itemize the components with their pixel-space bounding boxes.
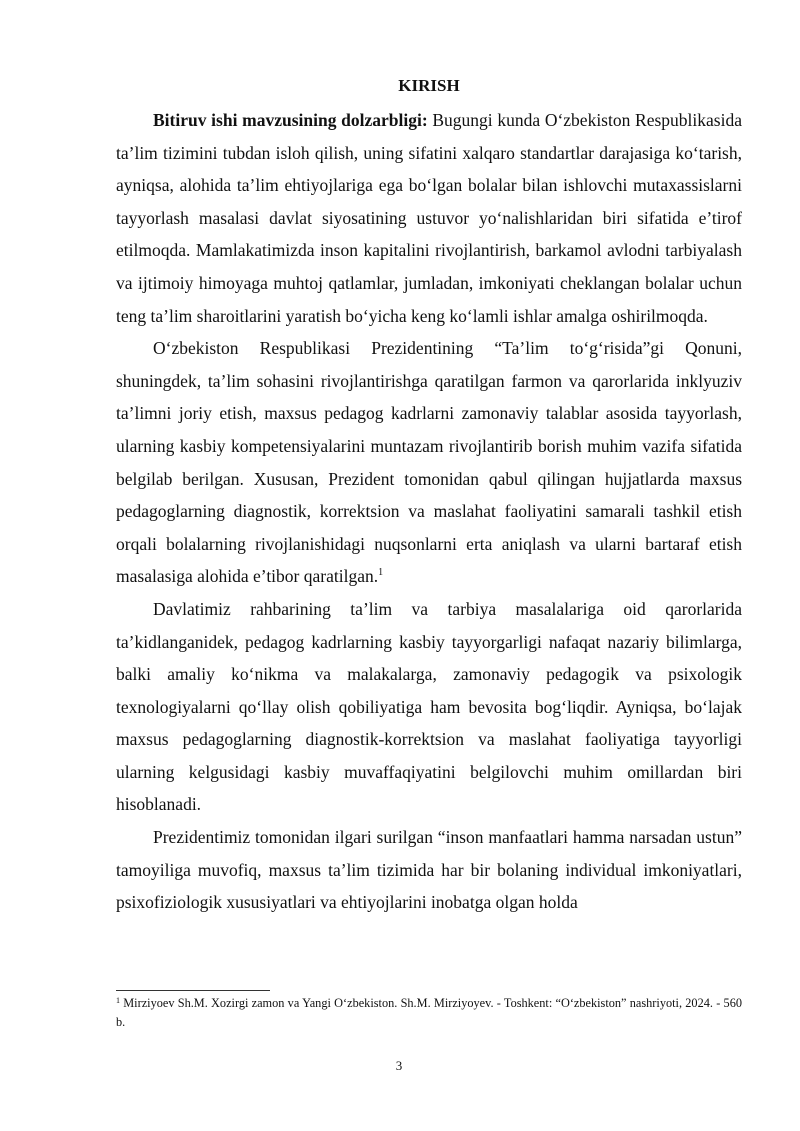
paragraph-3	[116, 593, 742, 821]
paragraph-text: Prezidentimiz tomonidan ilgari surilgan “inson manfaatlari hamma narsadan ustun” tamoyiliga muvofiq, maxsus ta’lim tizimida har bir bolaning individual imkoniyatlari, psixofiziologik xususiyatlari va ehtiyojlarini inobatga olgan holda	[116, 827, 742, 913]
paragraph-text: O‘zbekiston Respublikasi Prezidentining “Ta’lim to‘g‘risida”gi Qonuni, shuningdek, ta’lim sohasini rivojlantirishga qaratilgan farmon va qarorlarida inklyuziv ta’limni joriy etish, maxsus pedagog kadrlarni zamonaviy talablar asosida tayyorlash, ularning kasbiy kompetensiyalarini muntazam rivojlantirib borish muhim vazifa sifatida belgilab berilgan. Xususan, Prezident tomonidan qabul qilingan hujjatlarda maxsus pedagoglarning diagnostik, korrektsion va maslahat faoliyatini samarali tashkil etish orqali bolalarning rivojlanishidagi nuqsonlarni erta aniqlash va ularni bartaraf etish masalasiga alohida e’tibor qaratilgan.	[116, 338, 742, 587]
footnote-text: Mirziyoev Sh.M. Xozirgi zamon va Yangi O‘zbekiston. Sh.M. Mirziyoyev. - Toshkent: “O‘zbekiston” nashriyoti, 2024. - 560 b.	[116, 996, 742, 1029]
paragraph-text: Davlatimiz rahbarining ta’lim va tarbiya masalalariga oid qarorlarida ta’kidlanganidek, pedagog kadrlarning kasbiy tayyorgarligi nafaqat nazariy bilimlarga, balki amaliy ko‘nikma va malakalarga, zamonaviy pedagogik va psixologik texnologiyalarni qo‘llay olish qobiliyatiga ham bevosita bog‘liqdir. Ayniqsa, bo‘lajak maxsus pedagoglarning diagnostik-korrektsion va maslahat faoliyatiga tayyorligi ularning kelgusidagi kasbiy muvaffaqiyatini belgilovchi muhim omillardan biri hisoblanadi.	[116, 598, 742, 815]
section-heading: KIRISH	[398, 76, 460, 95]
footnote-separator	[116, 990, 270, 991]
paragraph-2	[116, 332, 742, 593]
body-text	[116, 104, 742, 919]
document-page	[116, 0, 742, 1131]
footnote-mark: 1	[116, 996, 120, 1005]
paragraph-lead: Bitiruv ishi mavzusining dolzarbligi:	[153, 110, 428, 130]
page-number: 3	[395, 1058, 403, 1073]
paragraph-4	[116, 821, 742, 919]
footnote	[116, 994, 742, 1032]
footnote-reference[interactable]: 1	[378, 567, 384, 579]
paragraph-1	[116, 104, 742, 332]
paragraph-text: Bugungi kunda O‘zbekiston Respublikasida ta’lim tizimini tubdan isloh qilish, uning sifatini xalqaro standartlar darajasiga ko‘tarish, ayniqsa, alohida ta’lim ehtiyojlariga ega bo‘lgan bolalar bilan ishlovchi mutaxassislarni tayyorlash masalasi davlat siyosatining ustuvor yo‘nalishlaridan biri sifatida e’tirof etilmoqda. Mamlakatimizda inson kapitalini rivojlantirish, barkamol avlodni tarbiyalash va ijtimoiy himoyaga muhtoj qatlamlar, jumladan, imkoniyati cheklangan bolalar uchun teng ta’lim sharoitlarini yaratish bo‘yicha keng ko‘lamli ishlar amalga oshirilmoqda.	[116, 110, 742, 326]
